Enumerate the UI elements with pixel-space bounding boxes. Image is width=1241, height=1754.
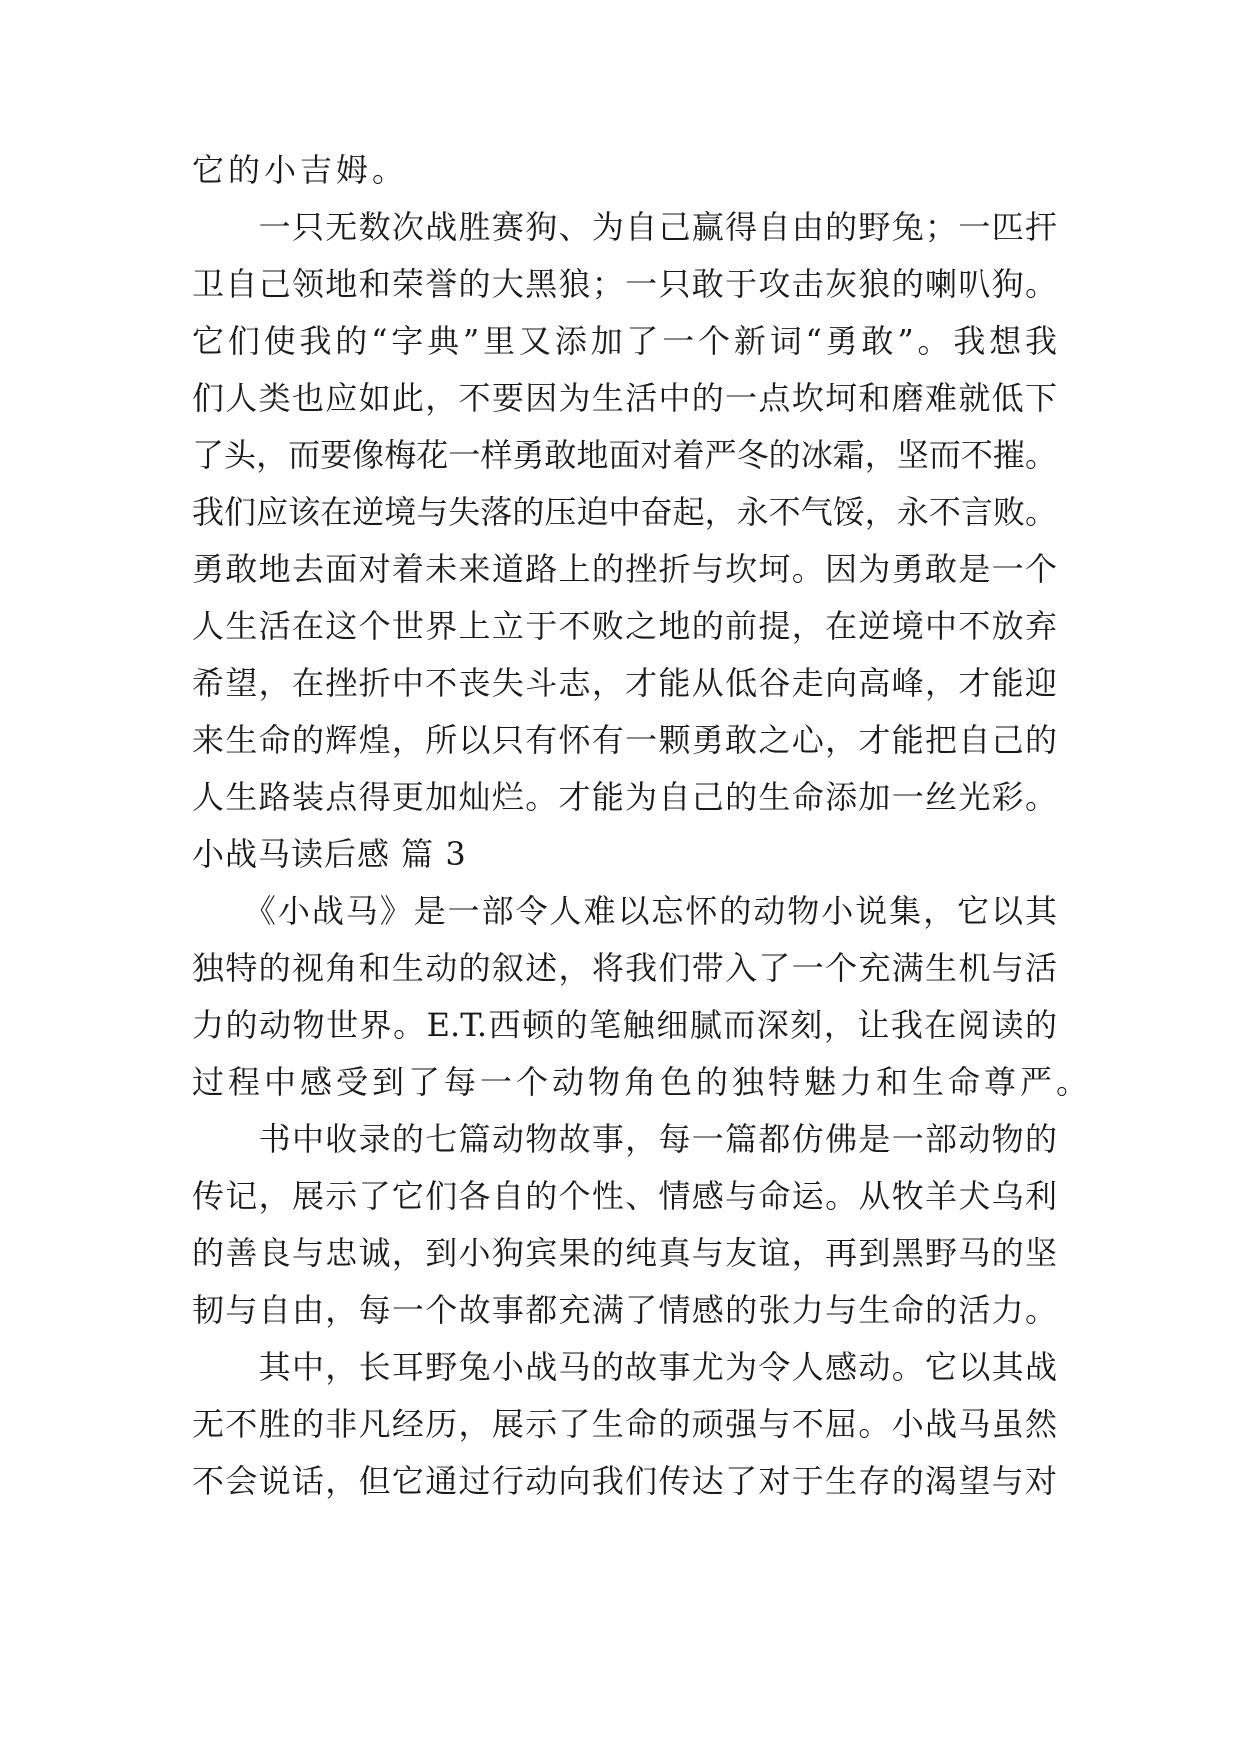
text-line: 它的小吉姆。: [192, 151, 409, 189]
text-line: 它们使我的“字典”里又添加了一个新词“勇敢”。我想我: [192, 322, 1057, 360]
text-line: 韧与自由，每一个故事都充满了情感的张力与生命的活力。: [192, 1291, 1057, 1329]
text-line: 独特的视角和生动的叙述，将我们带入了一个充满生机与活: [192, 949, 1057, 987]
paragraph-first-line: 《小战马》是一部令人难以忘怀的动物小说集，它以其: [192, 892, 1057, 930]
text-line: 过程中感受到了每一个动物角色的独特魅力和生命尊严。: [192, 1063, 1093, 1101]
text-line: 来生命的辉煌，所以只有怀有一颗勇敢之心，才能把自己的: [192, 721, 1057, 759]
text-line: 的善良与忠诚，到小狗宾果的纯真与友谊，再到黑野马的坚: [192, 1234, 1057, 1272]
section-heading: 小战马读后感 篇 3: [192, 835, 467, 873]
paragraph-first-line: 其中，长耳野兔小战马的故事尤为令人感动。它以其战: [192, 1348, 1057, 1386]
text-line: 人生活在这个世界上立于不败之地的前提，在逆境中不放弃: [192, 607, 1057, 645]
text-line: 了头，而要像梅花一样勇敢地面对着严冬的冰霜，坚而不摧。: [192, 436, 1057, 474]
text-line: 传记，展示了它们各自的个性、情感与命运。从牧羊犬乌利: [192, 1177, 1057, 1215]
paragraph-first-line: 书中收录的七篇动物故事，每一篇都仿佛是一部动物的: [192, 1120, 1057, 1158]
text-line: 卫自己领地和荣誉的大黑狼；一只敢于攻击灰狼的喇叭狗。: [192, 265, 1057, 303]
text-line: 勇敢地去面对着未来道路上的挫折与坎坷。因为勇敢是一个: [192, 550, 1057, 588]
paragraph-first-line: 一只无数次战胜赛狗、为自己赢得自由的野兔；一匹扞: [192, 208, 1057, 246]
text-line: 我们应该在逆境与失落的压迫中奋起，永不气馁，永不言败。: [192, 493, 1057, 531]
text-line: 不会说话，但它通过行动向我们传达了对于生存的渴望与对: [192, 1462, 1057, 1500]
text-line: 力的动物世界。E.T.西顿的笔触细腻而深刻，让我在阅读的: [192, 1006, 1057, 1044]
text-line: 希望，在挫折中不丧失斗志，才能从低谷走向高峰，才能迎: [192, 664, 1057, 702]
text-line: 人生路装点得更加灿烂。才能为自己的生命添加一丝光彩。: [192, 778, 1057, 816]
text-line: 们人类也应如此，不要因为生活中的一点坎坷和磨难就低下: [192, 379, 1057, 417]
text-line: 无不胜的非凡经历，展示了生命的顽强与不屈。小战马虽然: [192, 1405, 1057, 1443]
